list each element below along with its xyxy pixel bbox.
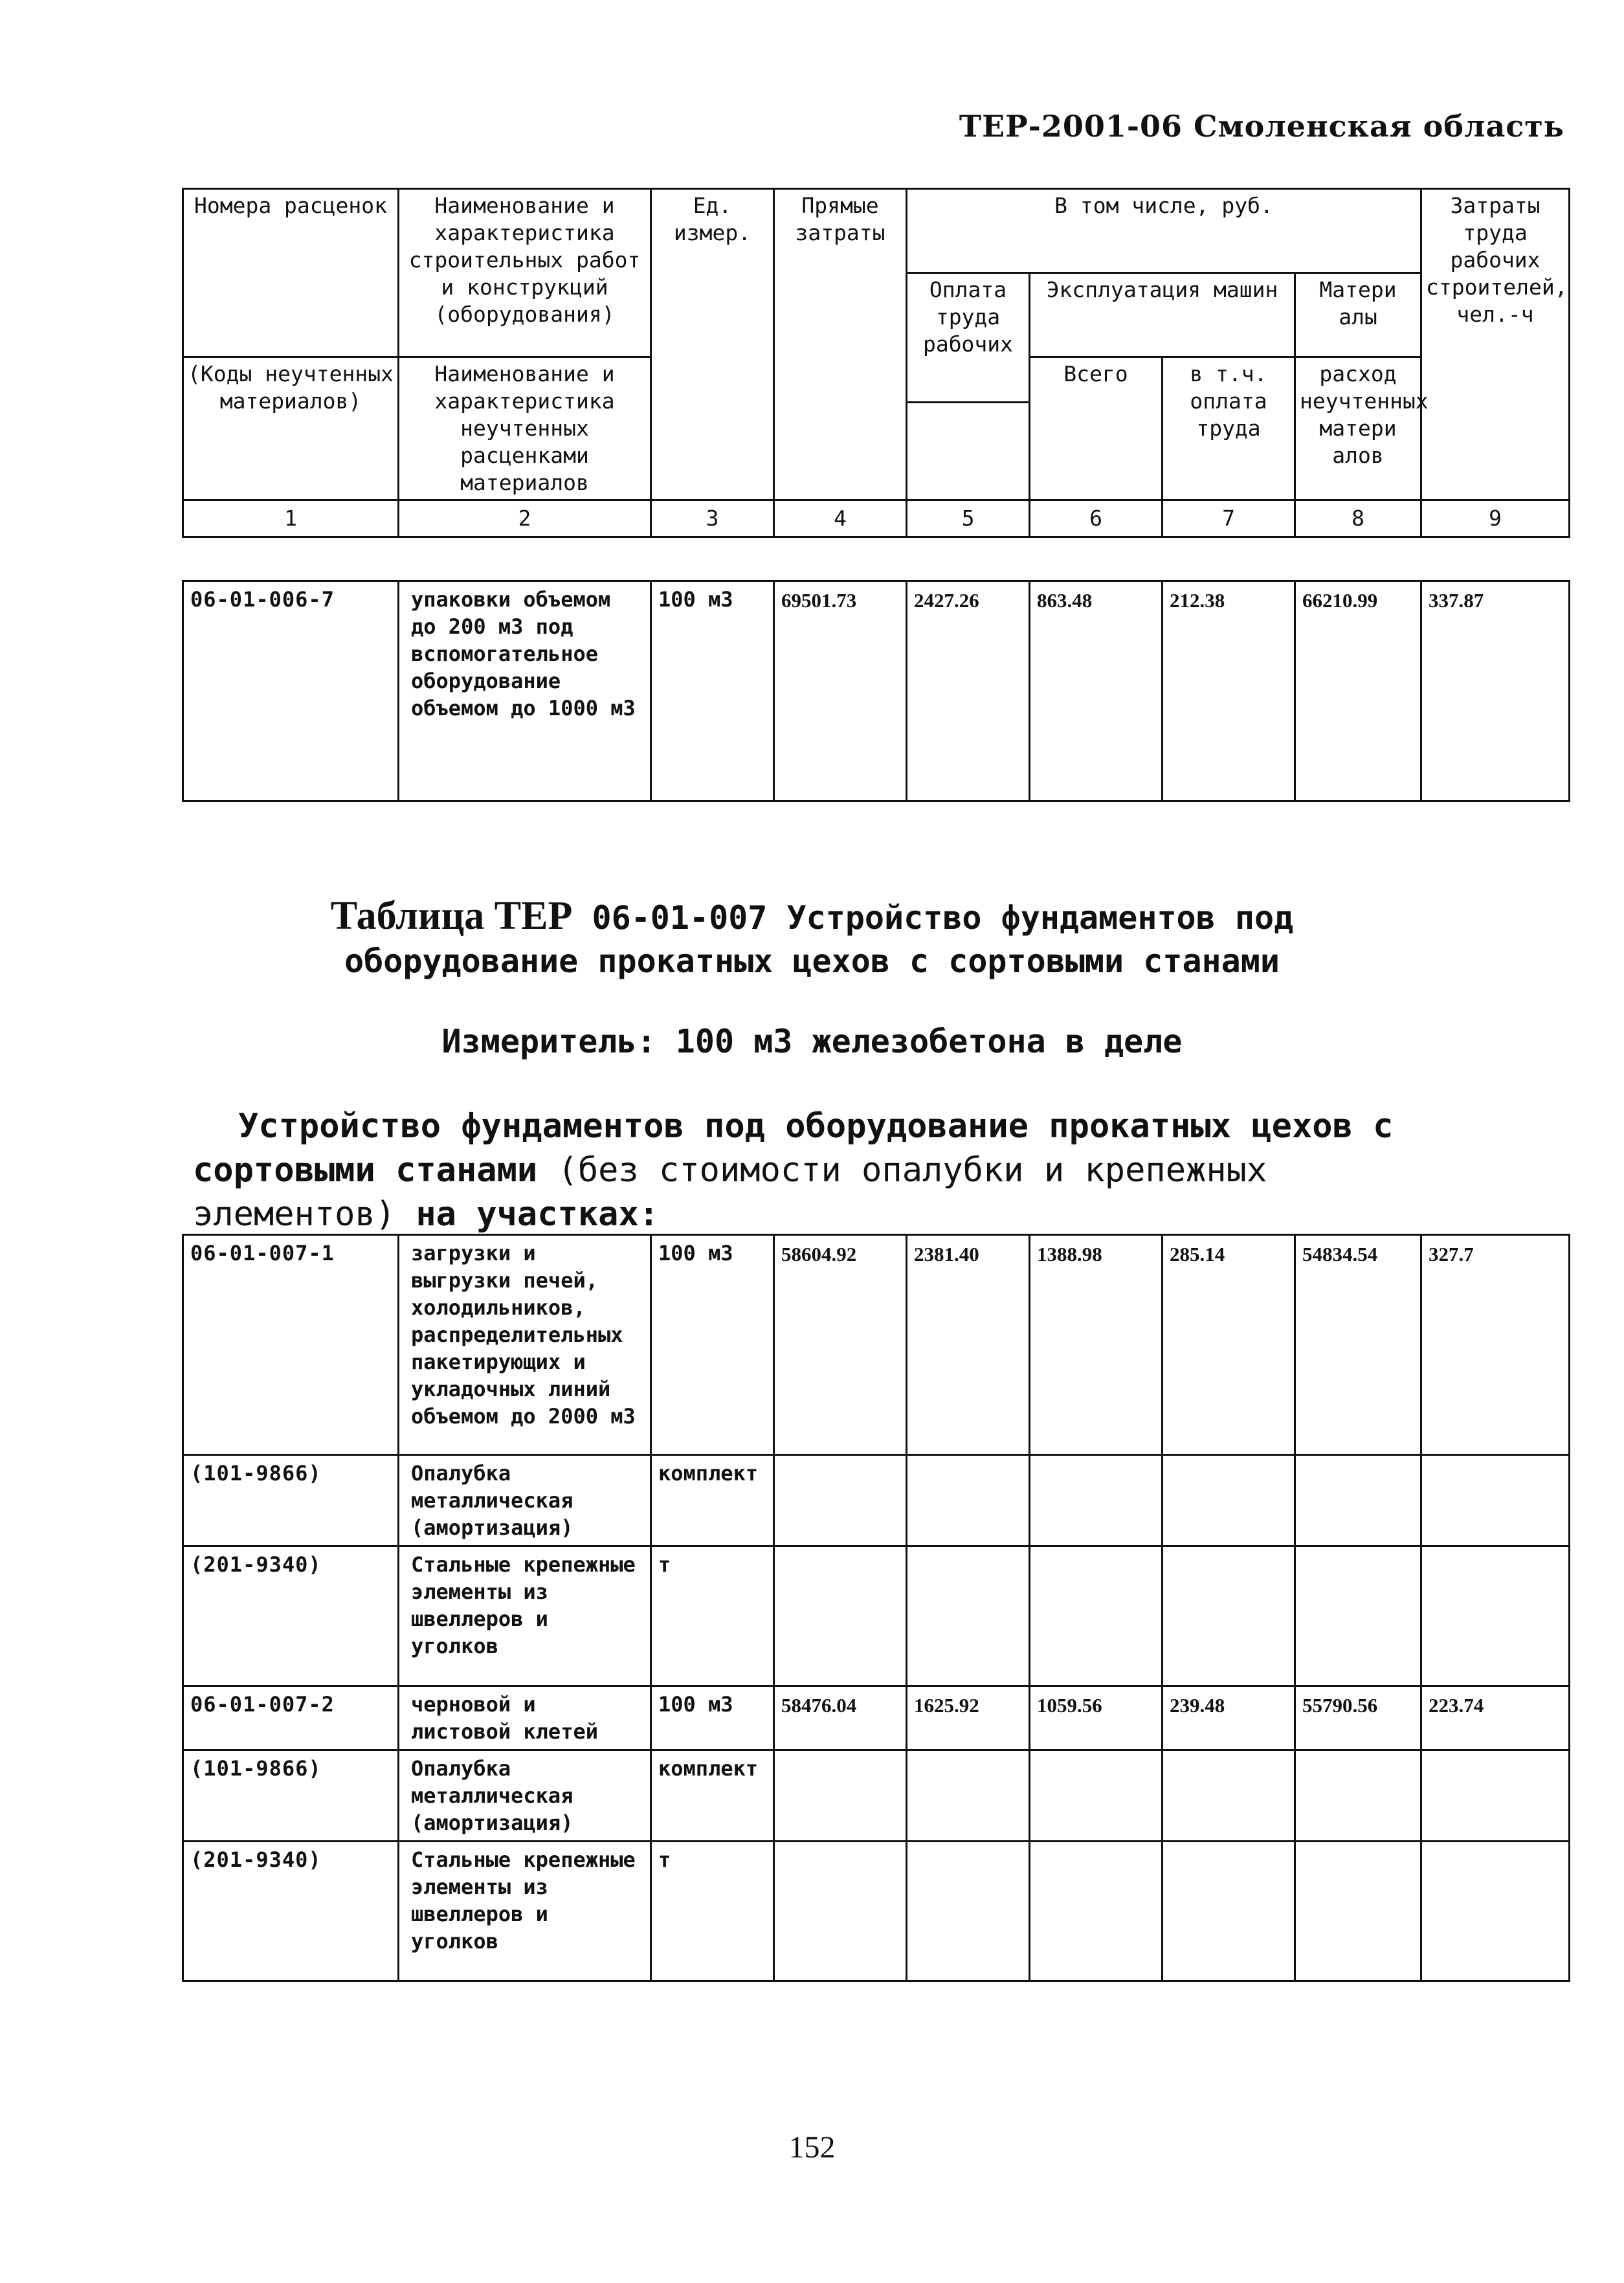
rate-materials	[1295, 1842, 1421, 1981]
header-labor-costs: Затраты труда рабочих строителей, чел.-ч	[1421, 189, 1570, 500]
rate-machines-wage	[1162, 1455, 1295, 1546]
rate-machines-total	[1030, 1455, 1162, 1546]
rate-direct	[774, 1546, 907, 1686]
rate-direct	[774, 1455, 907, 1546]
header-wage-spacer	[907, 402, 1030, 500]
header-machines-wage: в т.ч. оплата труда	[1162, 357, 1295, 500]
description-bold: сортовыми станами	[193, 1151, 538, 1190]
rate-machines-wage	[1162, 1842, 1295, 1981]
header-materials: Матери алы	[1295, 273, 1421, 357]
column-number: 8	[1295, 500, 1421, 537]
rate-code: (201-9340)	[183, 1546, 399, 1686]
column-number: 4	[774, 500, 907, 537]
rate-wage: 2427.26	[907, 581, 1030, 801]
column-number: 7	[1162, 500, 1295, 537]
rate-machines-wage: 285.14	[1162, 1235, 1295, 1455]
rate-machines-total: 863.48	[1030, 581, 1162, 801]
column-number: 5	[907, 500, 1030, 537]
rate-labor: 223.74	[1421, 1686, 1570, 1750]
rate-direct: 58476.04	[774, 1686, 907, 1750]
rate-code: (101-9866)	[183, 1750, 399, 1842]
table-row	[183, 1686, 1570, 1750]
rate-direct: 69501.73	[774, 581, 907, 801]
rate-code: 06-01-007-2	[183, 1686, 399, 1750]
header-unaccounted-codes: (Коды неучтенных материалов)	[183, 357, 399, 500]
header-code: Номера расценок	[183, 189, 399, 357]
rate-machines-total: 1059.56	[1030, 1686, 1162, 1750]
rate-materials	[1295, 1546, 1421, 1686]
rate-direct	[774, 1750, 907, 1842]
rate-machines-wage: 239.48	[1162, 1686, 1295, 1750]
description-bold: на участках:	[416, 1195, 660, 1234]
rate-labor: 337.87	[1421, 581, 1570, 801]
rate-name: черновой и листовой клетей	[399, 1686, 651, 1750]
header-name: Наименование и характеристика строительных работ и конструкций (оборудования)	[399, 189, 651, 357]
rate-wage: 2381.40	[907, 1235, 1030, 1455]
header-wage: Оплата труда рабочих	[907, 273, 1030, 403]
column-number: 6	[1030, 500, 1162, 537]
column-header-table	[182, 188, 1570, 538]
column-number: 1	[183, 500, 399, 537]
rate-unit: т	[651, 1546, 774, 1686]
measurer: Измеритель: 100 м3 железобетона в деле	[441, 1023, 1183, 1060]
rates-table-prev	[182, 580, 1570, 802]
rate-code: 06-01-006-7	[183, 581, 399, 801]
rate-machines-total: 1388.98	[1030, 1235, 1162, 1455]
rate-materials: 54834.54	[1295, 1235, 1421, 1455]
header-machines: Эксплуатация машин	[1030, 273, 1295, 357]
table-title-line-2: оборудование прокатных цехов с сортовыми станами	[344, 942, 1280, 980]
rate-labor	[1421, 1546, 1570, 1686]
rate-materials	[1295, 1750, 1421, 1842]
rate-name: Опалубка металлическая (амортизация)	[399, 1455, 651, 1546]
rate-labor	[1421, 1842, 1570, 1981]
description-line-2	[193, 1148, 1552, 1192]
column-number: 3	[651, 500, 774, 537]
rate-name: Стальные крепежные элементы из швеллеров и уголков	[399, 1842, 651, 1981]
rate-materials: 66210.99	[1295, 581, 1421, 801]
rate-name: Опалубка металлическая (амортизация)	[399, 1750, 651, 1842]
rate-machines-total	[1030, 1546, 1162, 1686]
rate-direct	[774, 1842, 907, 1981]
rate-wage	[907, 1750, 1030, 1842]
rate-wage: 1625.92	[907, 1686, 1030, 1750]
description-line-3	[193, 1192, 1552, 1236]
rate-name: упаковки объемом до 200 м3 под вспомогательное оборудование объемом до 1000 м3	[399, 581, 651, 801]
rate-unit: комплект	[651, 1750, 774, 1842]
rate-unit: т	[651, 1842, 774, 1981]
rate-direct: 58604.92	[774, 1235, 907, 1455]
table-row	[183, 1455, 1570, 1546]
rate-wage	[907, 1842, 1030, 1981]
rate-unit: 100 м3	[651, 1686, 774, 1750]
rate-name: Стальные крепежные элементы из швеллеров и уголков	[399, 1546, 651, 1686]
table-row	[183, 1750, 1570, 1842]
description-normal: (без стоимости опалубки и крепежных	[537, 1151, 1267, 1190]
table-title-prefix: Таблица ТЕР	[330, 894, 573, 938]
rate-wage	[907, 1455, 1030, 1546]
rate-unit: 100 м3	[651, 581, 774, 801]
table-title-text: 06-01-007 Устройство фундаментов под	[592, 899, 1294, 937]
column-number: 9	[1421, 500, 1570, 537]
header-including: В том числе, руб.	[907, 189, 1421, 273]
table-row	[183, 1842, 1570, 1981]
rate-unit: 100 м3	[651, 1235, 774, 1455]
header-unit: Ед. измер.	[651, 189, 774, 500]
rate-name: загрузки и выгрузки печей, холодильников, распределительных пакетирующих и укладочных линий объемом до 2000 м3	[399, 1235, 651, 1455]
description-normal: элементов)	[193, 1195, 416, 1234]
rate-labor	[1421, 1455, 1570, 1546]
rate-labor: 327.7	[1421, 1235, 1570, 1455]
page-number: 152	[788, 2130, 836, 2165]
table-row	[183, 581, 1570, 801]
header-consumption: расход неучтенных матери алов	[1295, 357, 1421, 500]
table-row	[183, 1546, 1570, 1686]
rate-machines-wage: 212.38	[1162, 581, 1295, 801]
column-number: 2	[399, 500, 651, 537]
rate-machines-total	[1030, 1842, 1162, 1981]
rate-code: (101-9866)	[183, 1455, 399, 1546]
rate-unit: комплект	[651, 1455, 774, 1546]
rate-labor	[1421, 1750, 1570, 1842]
header-machines-total: Всего	[1030, 357, 1162, 500]
table-title-line-1	[129, 893, 1495, 941]
rate-materials: 55790.56	[1295, 1686, 1421, 1750]
table-row	[183, 1235, 1570, 1455]
header-unaccounted-name: Наименование и характеристика неучтенных расценками материалов	[399, 357, 651, 500]
rates-table	[182, 1234, 1570, 1982]
rate-wage	[907, 1546, 1030, 1686]
rate-machines-wage	[1162, 1546, 1295, 1686]
header-direct-costs: Прямые затраты	[774, 189, 907, 500]
rate-machines-wage	[1162, 1750, 1295, 1842]
rate-materials	[1295, 1455, 1421, 1546]
description-line-1: Устройство фундаментов под оборудование прокатных цехов с	[238, 1107, 1394, 1146]
rate-code: (201-9340)	[183, 1842, 399, 1981]
running-head: ТЕР-2001-06 Смоленская область	[959, 109, 1564, 144]
rate-code: 06-01-007-1	[183, 1235, 399, 1455]
rate-machines-total	[1030, 1750, 1162, 1842]
